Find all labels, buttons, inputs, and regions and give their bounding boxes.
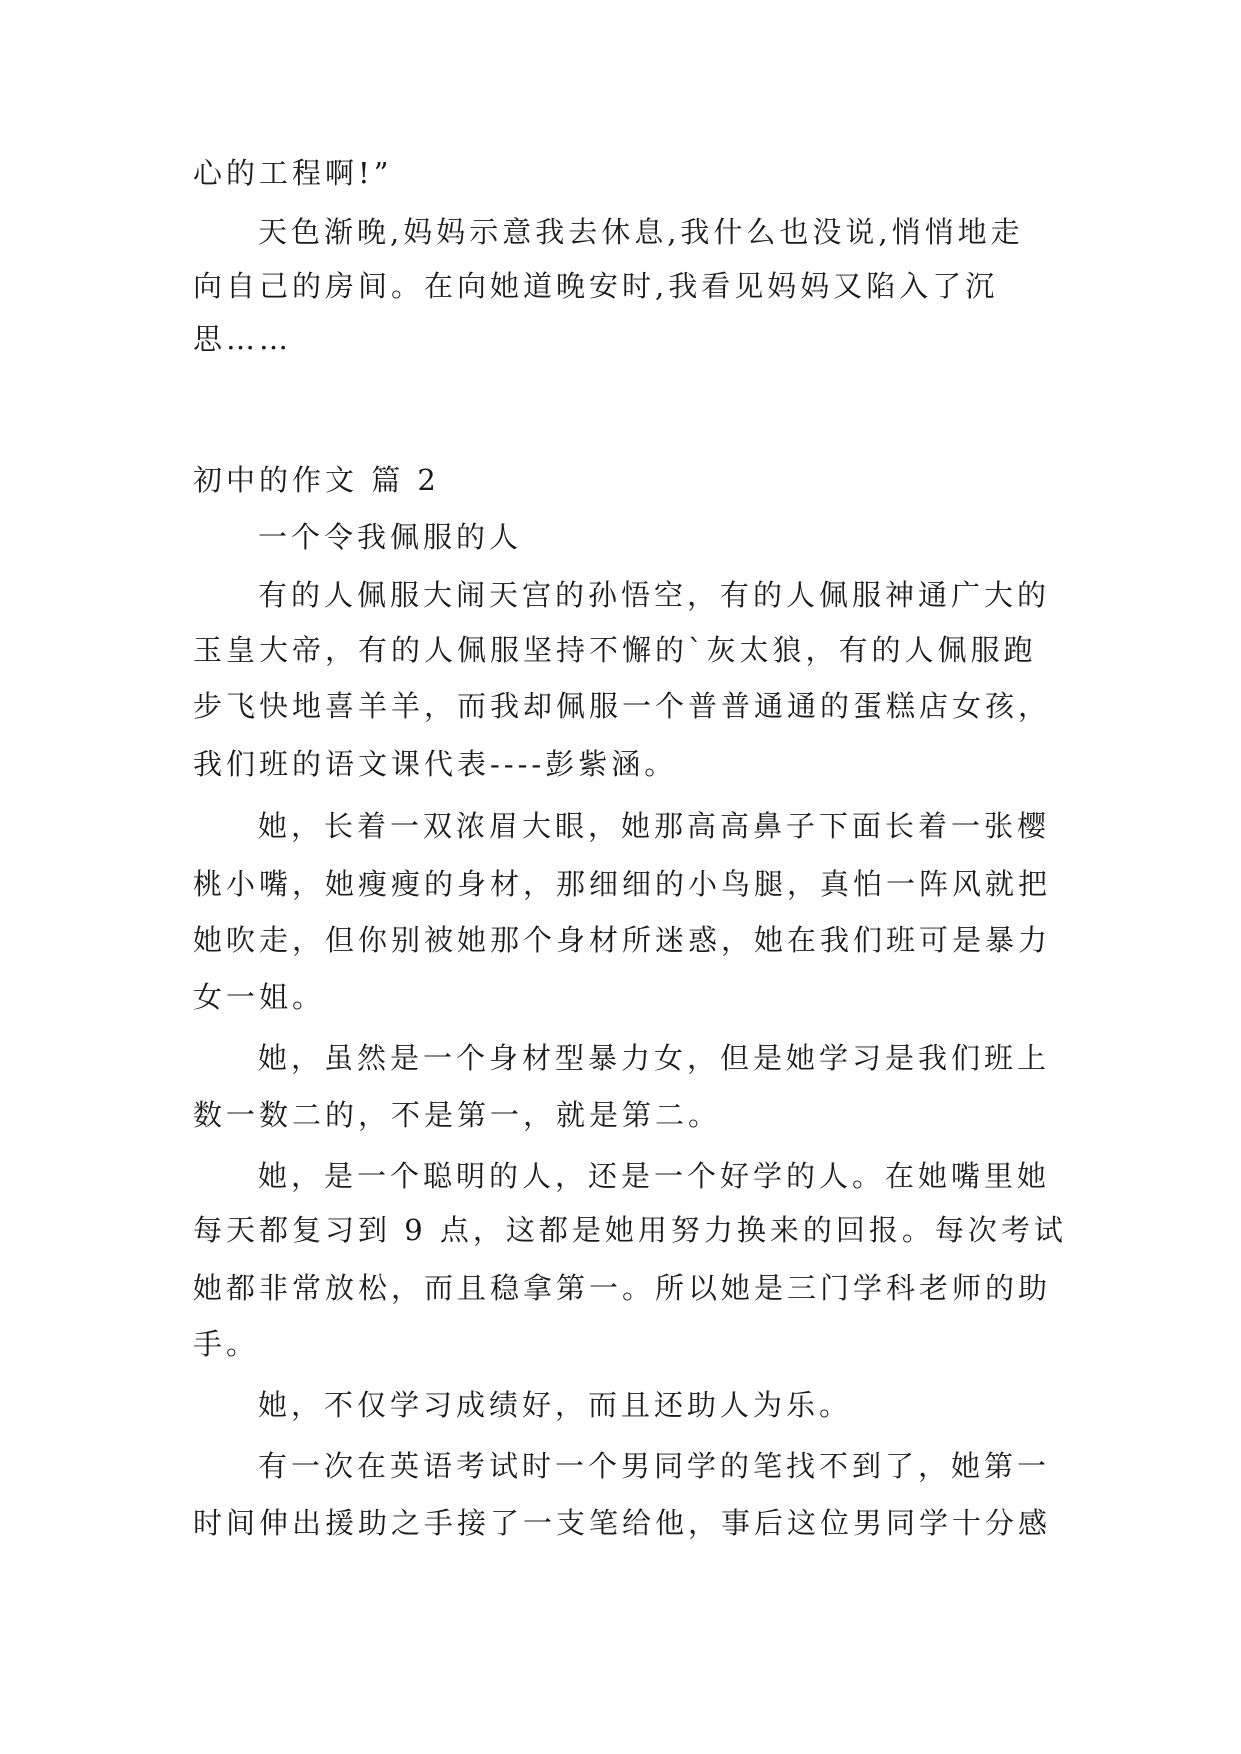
- text-line: 我们班的语文课代表----彭紫涵。: [193, 747, 678, 781]
- section-heading: 初中的作文 篇 2: [193, 463, 440, 497]
- text-line: 每天都复习到 9 点，这都是她用努力换来的回报。每次考试: [193, 1213, 1067, 1247]
- text-line: 她，长着一双浓眉大眼，她那高高鼻子下面长着一张樱: [258, 809, 1051, 843]
- text-line: 桃小嘴，她瘦瘦的身材，那细细的小鸟腿，真怕一阵风就把: [193, 867, 1052, 901]
- essay-title: 一个令我佩服的人: [258, 520, 523, 554]
- text-line: 有一次在英语考试时一个男同学的笔找不到了，她第一: [258, 1449, 1051, 1483]
- text-line: 心的工程啊!”: [193, 156, 393, 190]
- text-line: 女一姐。: [193, 980, 326, 1014]
- text-line: 天色渐晚,妈妈示意我去休息,我什么也没说,悄悄地走: [258, 215, 1024, 249]
- text-line: 向自己的房间。在向她道晚安时,我看见妈妈又陷入了沉: [193, 269, 999, 303]
- text-line: 数一数二的，不是第一，就是第二。: [193, 1098, 722, 1132]
- text-line: 玉皇大帝，有的人佩服坚持不懈的`灰太狼，有的人佩服跑: [193, 633, 1037, 667]
- text-line: 她，是一个聪明的人，还是一个好学的人。在她嘴里她: [258, 1159, 1051, 1193]
- text-line: 步飞快地喜羊羊，而我却佩服一个普普通通的蛋糕店女孩，: [193, 689, 1052, 723]
- text-line: 她都非常放松，而且稳拿第一。所以她是三门学科老师的助: [193, 1271, 1052, 1305]
- text-line: 手。: [193, 1327, 260, 1361]
- text-line: 她吹走，但你别被她那个身材所迷惑，她在我们班可是暴力: [193, 923, 1052, 957]
- text-line: 时间伸出援助之手接了一支笔给他，事后这位男同学十分感: [193, 1506, 1052, 1540]
- text-line: 有的人佩服大闹天宫的孙悟空，有的人佩服神通广大的: [258, 578, 1051, 612]
- text-line: 她，不仅学习成绩好，而且还助人为乐。: [258, 1388, 853, 1422]
- text-line: 她，虽然是一个身材型暴力女，但是她学习是我们班上: [258, 1041, 1051, 1075]
- text-line: 思……: [193, 322, 293, 356]
